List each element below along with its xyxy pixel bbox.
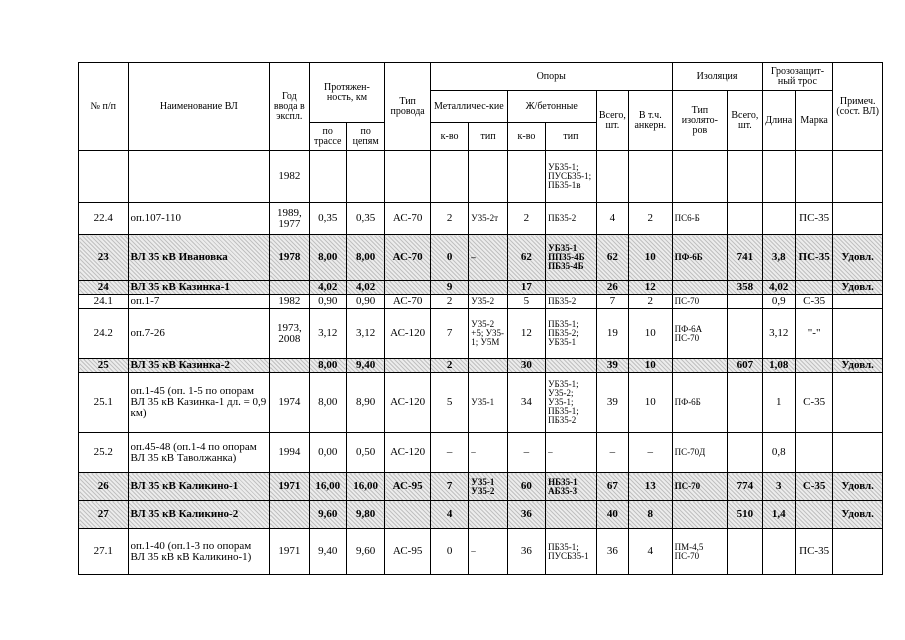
support-total: 19 [596,309,628,359]
insulator-total [728,373,762,433]
table-body [79,151,883,575]
line-name: ВЛ 35 кВ Каликино-2 [128,501,270,529]
insulator-total: 774 [728,473,762,501]
metal-support-count: 2 [430,203,468,235]
metal-support-count: 7 [430,309,468,359]
ground-wire-length: 3 [762,473,795,501]
ground-wire-length: 1,08 [762,359,795,373]
metal-support-type: У35-1 У35-2 [469,473,507,501]
line-note: Удовл. [833,501,883,529]
wire-type [385,151,431,203]
row-number: 23 [79,235,129,281]
concrete-support-type: ПБ35-1; ПБ35-2; УБ35-1 [546,309,597,359]
support-total: 36 [596,529,628,575]
metal-support-count: 5 [430,373,468,433]
year-commissioned: 1982 [270,151,309,203]
insulator-type: ПМ-4,5 ПС-70 [672,529,728,575]
concrete-support-type: УБ35-1; У35-2; У35-1; ПБ35-1; ПБ35-2 [546,373,597,433]
year-commissioned: 1978 [270,235,309,281]
line-name: ВЛ 35 кВ Казинка-1 [128,281,270,295]
line-name: оп.1-45 (оп. 1-5 по опорам ВЛ 35 кВ Казинка-1 дл. = 0,9 км) [128,373,270,433]
wire-type: АС-95 [385,473,431,501]
metal-support-type: У35-1 [469,373,507,433]
insulator-type: ПФ-6Б [672,235,728,281]
line-note: Удовл. [833,235,883,281]
year-commissioned: 1974 [270,373,309,433]
table-row [79,235,883,281]
anchor-count: 10 [629,235,673,281]
insulator-total [728,203,762,235]
table-row [79,433,883,473]
wire-type: АС-120 [385,373,431,433]
table-row [79,309,883,359]
concrete-support-type: – [546,433,597,473]
support-total: 7 [596,295,628,309]
line-note [833,203,883,235]
ground-wire-brand: ПС-35 [795,203,832,235]
header-len-circuit: по цепям [346,123,384,151]
anchor-count: 10 [629,359,673,373]
line-note [833,529,883,575]
ground-wire-brand: С-35 [795,473,832,501]
concrete-support-type: УБ35-1; ПУСБ35-1; ПБ35-1в [546,151,597,203]
ground-wire-length [762,151,795,203]
header-gw-brand: Марка [795,91,832,151]
metal-support-type: – [469,235,507,281]
header-note: Примеч. (сост. ВЛ) [833,63,883,151]
ground-wire-brand [795,359,832,373]
concrete-support-type [546,281,597,295]
year-commissioned: 1982 [270,295,309,309]
ground-wire-length [762,203,795,235]
year-commissioned: 1994 [270,433,309,473]
year-commissioned: 1973, 2008 [270,309,309,359]
line-name: оп.1-40 (оп.1-3 по опорам ВЛ 35 кВ кВ Каликино-1) [128,529,270,575]
wire-type [385,359,431,373]
ground-wire-brand [795,281,832,295]
metal-support-count: 2 [430,295,468,309]
insulator-total [728,295,762,309]
ground-wire-brand: С-35 [795,295,832,309]
concrete-support-count: 12 [507,309,545,359]
power-lines-table-sheet [78,62,883,575]
ground-wire-brand [795,501,832,529]
metal-support-type: У35-2т [469,203,507,235]
ground-wire-brand: "-" [795,309,832,359]
table-row [79,501,883,529]
metal-support-count: – [430,433,468,473]
ground-wire-length: 1,4 [762,501,795,529]
anchor-count: 4 [629,529,673,575]
length-route: 0,35 [309,203,346,235]
anchor-count: 10 [629,373,673,433]
metal-support-count: 2 [430,359,468,373]
line-name: ВЛ 35 кВ Каликино-1 [128,473,270,501]
line-name: оп.107-110 [128,203,270,235]
support-total: 39 [596,373,628,433]
concrete-support-type [546,501,597,529]
line-note: Удовл. [833,359,883,373]
line-note: Удовл. [833,473,883,501]
length-route: 4,02 [309,281,346,295]
table-row [79,473,883,501]
anchor-count: 13 [629,473,673,501]
row-number [79,151,129,203]
length-circuit: 9,80 [346,501,384,529]
wire-type: АС-70 [385,203,431,235]
ground-wire-length: 4,02 [762,281,795,295]
support-total: 4 [596,203,628,235]
insulator-type: ПС-70 [672,473,728,501]
support-total: 62 [596,235,628,281]
insulator-total [728,529,762,575]
row-number: 24 [79,281,129,295]
wire-type [385,501,431,529]
anchor-count [629,151,673,203]
length-circuit: 9,40 [346,359,384,373]
ground-wire-length: 1 [762,373,795,433]
insulator-type: ПС-70 [672,295,728,309]
ground-wire-length: 3,12 [762,309,795,359]
row-number: 24.2 [79,309,129,359]
line-name: оп.7-26 [128,309,270,359]
header-ground-wire: Грозозащит-ный трос [762,63,833,91]
metal-support-count: 0 [430,529,468,575]
support-total [596,151,628,203]
insulator-type [672,359,728,373]
concrete-support-type [546,359,597,373]
length-circuit: 4,02 [346,281,384,295]
length-route: 16,00 [309,473,346,501]
insulator-total: 358 [728,281,762,295]
support-total: 40 [596,501,628,529]
insulator-type: ПФ-6Б [672,373,728,433]
length-route: 9,40 [309,529,346,575]
year-commissioned [270,281,309,295]
header-name: Наименование ВЛ [128,63,270,151]
table-row [79,281,883,295]
concrete-support-type: ПБ35-2 [546,295,597,309]
table-row [79,359,883,373]
length-circuit: 16,00 [346,473,384,501]
support-total: 67 [596,473,628,501]
header-metal-type: тип [469,123,507,151]
wire-type [385,281,431,295]
length-route: 9,60 [309,501,346,529]
metal-support-type: – [469,529,507,575]
ground-wire-length: 0,8 [762,433,795,473]
ground-wire-brand [795,433,832,473]
concrete-support-count: 34 [507,373,545,433]
insulator-type [672,281,728,295]
anchor-count: 8 [629,501,673,529]
anchor-count: 12 [629,281,673,295]
insulator-total: 607 [728,359,762,373]
line-name: оп.45-48 (оп.1-4 по опорам ВЛ 35 кВ Таволжанка) [128,433,270,473]
wire-type: АС-95 [385,529,431,575]
insulator-type: ПС-70Д [672,433,728,473]
header-concrete-type: тип [546,123,597,151]
power-lines-table [78,62,883,575]
support-total: 39 [596,359,628,373]
length-route: 3,12 [309,309,346,359]
line-note [833,151,883,203]
insulator-type [672,501,728,529]
ground-wire-length [762,529,795,575]
concrete-support-type: УБ35-1 ПП35-4Б ПБ35-4Б [546,235,597,281]
header-concrete: Ж/бетонные [507,91,596,123]
length-route: 8,00 [309,373,346,433]
anchor-count: – [629,433,673,473]
concrete-support-type: ПБ35-1; ПУСБ35-1 [546,529,597,575]
ground-wire-brand: ПС-35 [795,235,832,281]
row-number: 24.1 [79,295,129,309]
line-note [833,295,883,309]
insulator-total [728,151,762,203]
header-ins-total: Всего, шт. [728,91,762,151]
concrete-support-count: 36 [507,529,545,575]
ground-wire-length: 0,9 [762,295,795,309]
concrete-support-count: 5 [507,295,545,309]
length-circuit: 3,12 [346,309,384,359]
header-insulation: Изоляция [672,63,762,91]
metal-support-type: – [469,433,507,473]
concrete-support-count: 36 [507,501,545,529]
concrete-support-count: 17 [507,281,545,295]
table-row [79,151,883,203]
concrete-support-count: 2 [507,203,545,235]
line-name: ВЛ 35 кВ Ивановка [128,235,270,281]
insulator-type: ПФ-6А ПС-70 [672,309,728,359]
metal-support-count: 0 [430,235,468,281]
row-number: 27 [79,501,129,529]
row-number: 25.1 [79,373,129,433]
insulator-total [728,309,762,359]
header-len-route: по трассе [309,123,346,151]
support-total: 26 [596,281,628,295]
year-commissioned: 1971 [270,529,309,575]
metal-support-type [469,359,507,373]
row-number: 26 [79,473,129,501]
length-route: 0,90 [309,295,346,309]
wire-type: АС-70 [385,235,431,281]
insulator-type: ПС6-Б [672,203,728,235]
metal-support-type [469,281,507,295]
concrete-support-count [507,151,545,203]
header-incl-anchor: В т.ч. анкерн. [629,91,673,151]
line-name: ВЛ 35 кВ Казинка-2 [128,359,270,373]
concrete-support-count: – [507,433,545,473]
length-circuit [346,151,384,203]
header-length: Протяжен-ность, км [309,63,385,123]
metal-support-type: У35-2 +5; У35-1; У5М [469,309,507,359]
concrete-support-type: ПБ35-2 [546,203,597,235]
concrete-support-count: 62 [507,235,545,281]
length-circuit: 0,35 [346,203,384,235]
year-commissioned: 1989, 1977 [270,203,309,235]
length-circuit: 0,50 [346,433,384,473]
line-note [833,373,883,433]
header-metal: Металличес-кие [430,91,507,123]
insulator-type [672,151,728,203]
row-number: 25.2 [79,433,129,473]
wire-type: АС-120 [385,309,431,359]
length-route: 0,00 [309,433,346,473]
metal-support-type [469,151,507,203]
year-commissioned [270,359,309,373]
metal-support-count: 4 [430,501,468,529]
row-number: 27.1 [79,529,129,575]
wire-type: АС-70 [385,295,431,309]
table-row [79,295,883,309]
row-number: 25 [79,359,129,373]
table-row [79,203,883,235]
ground-wire-length: 3,8 [762,235,795,281]
ground-wire-brand: С-35 [795,373,832,433]
header-wire: Тип провода [385,63,431,151]
ground-wire-brand [795,151,832,203]
length-circuit: 8,00 [346,235,384,281]
anchor-count: 2 [629,295,673,309]
metal-support-count: 7 [430,473,468,501]
concrete-support-count: 30 [507,359,545,373]
anchor-count: 2 [629,203,673,235]
length-circuit: 8,90 [346,373,384,433]
length-route: 8,00 [309,235,346,281]
header-year: Год ввода в экспл. [270,63,309,151]
ground-wire-brand: ПС-35 [795,529,832,575]
table-row [79,529,883,575]
line-note: Удовл. [833,281,883,295]
length-route: 8,00 [309,359,346,373]
table-header [79,63,883,151]
header-num: № п/п [79,63,129,151]
line-name [128,151,270,203]
row-number: 22.4 [79,203,129,235]
year-commissioned: 1971 [270,473,309,501]
metal-support-count: 9 [430,281,468,295]
line-note [833,309,883,359]
header-supports: Опоры [430,63,672,91]
wire-type: АС-120 [385,433,431,473]
header-concrete-qty: к-во [507,123,545,151]
line-name: оп.1-7 [128,295,270,309]
support-total: – [596,433,628,473]
metal-support-type: У35-2 [469,295,507,309]
insulator-total: 510 [728,501,762,529]
length-route [309,151,346,203]
metal-support-type [469,501,507,529]
anchor-count: 10 [629,309,673,359]
year-commissioned [270,501,309,529]
header-gw-length: Длина [762,91,795,151]
table-row [79,373,883,433]
line-note [833,433,883,473]
header-metal-qty: к-во [430,123,468,151]
concrete-support-count: 60 [507,473,545,501]
length-circuit: 0,90 [346,295,384,309]
header-total-pcs: Всего, шт. [596,91,628,151]
header-ins-type: Тип изолято-ров [672,91,728,151]
metal-support-count [430,151,468,203]
insulator-total: 741 [728,235,762,281]
length-circuit: 9,60 [346,529,384,575]
concrete-support-type: НБ35-1 АБ35-3 [546,473,597,501]
insulator-total [728,433,762,473]
